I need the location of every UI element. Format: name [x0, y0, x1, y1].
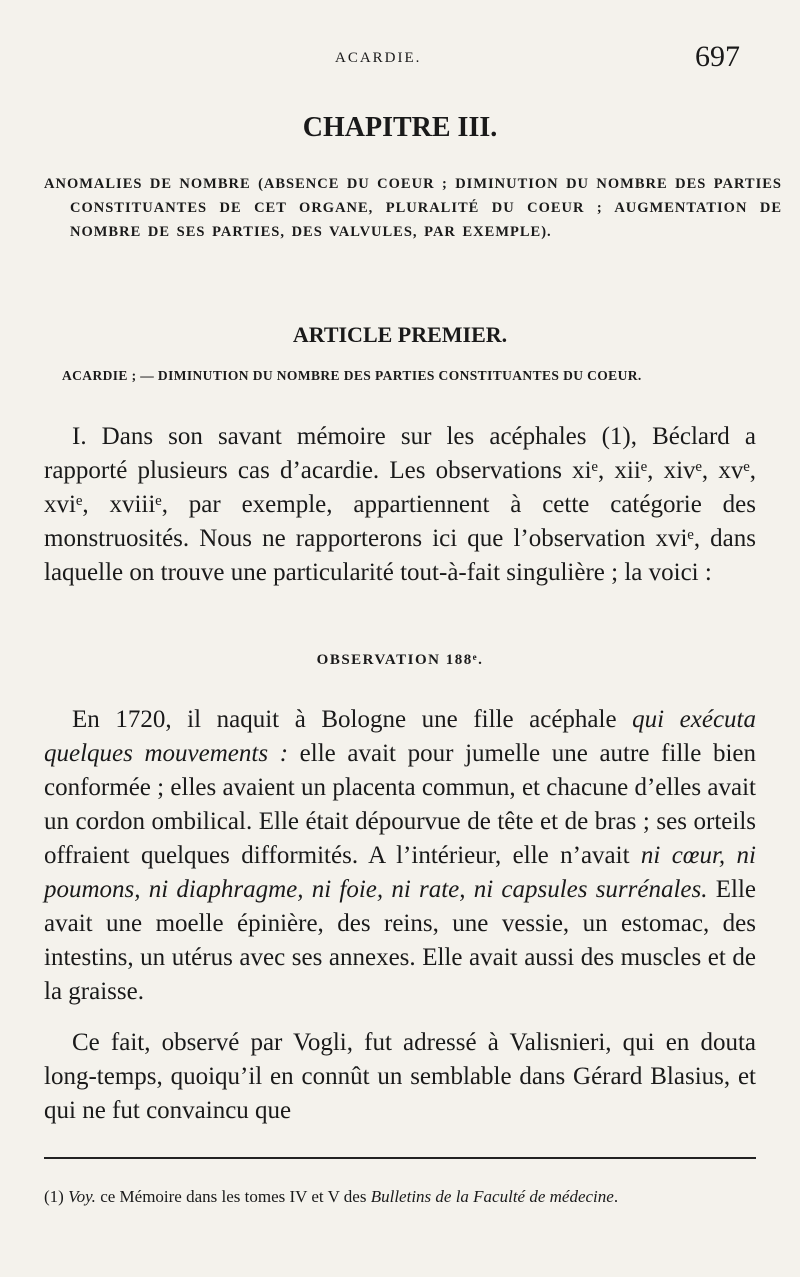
running-title: ACARDIE. — [335, 50, 422, 66]
page-number: 697 — [695, 40, 740, 73]
article-subtitle: ACARDIE ; — DIMINUTION DU NOMBRE DES PARTIES CONSTITUANTES DU COEUR. — [62, 368, 642, 383]
footnote-text-1: ce Mémoire dans les tomes IV et V des — [95, 1187, 371, 1206]
paragraph-1: I. Dans son savant mémoire sur les acéphales (1), Béclard a rapporté plusieurs cas d’acardie. Les observations xiᵉ, xiiᵉ, xivᵉ, xvᵉ, xviᵉ, xviiiᵉ, par exemple, appartiennent à cette catégorie des monstruosités. Nous ne rapporterons ici que l’observation xviᵉ, dans laquelle on trouve une particularité tout-à-fait singulière ; la voici : — [44, 423, 756, 586]
paragraph-2-text-2: elle avait pour jumelle une autre fille bien conformée ; elles avaient un placenta commun, et chacune d’elles avait un cordon ombilical. Elle était dépourvue de tête et de bras ; ses orteils offraient quelques difformités. A l’intérieur, elle n’avait — [44, 740, 756, 869]
chapter-title: CHAPITRE III. — [302, 112, 498, 143]
footnote-text-2: . — [613, 1187, 619, 1206]
paragraph-3: Ce fait, observé par Vogli, fut adressé à Valisnieri, qui en douta long-temps, quoiqu’il en connût un semblable dans Gérard Blasius, et qui ne fut convaincu que — [44, 1029, 756, 1124]
footnote-divider — [44, 1157, 756, 1159]
footnote-voy: Voy. — [68, 1187, 96, 1206]
paragraph-2 — [44, 703, 756, 1009]
chapter-summary: ANOMALIES DE NOMBRE (ABSENCE DU COEUR ; DIMINUTION DU NOMBRE DES PARTIES CONSTITUANTES DE CET ORGANE, PLURALITÉ DU COEUR ; AUGMENTATION DE NOMBRE DE SES PARTIES, DES VALVULES, PAR EXEMPLE). — [44, 176, 782, 240]
paragraph-2-text-1: En 1720, il naquit à Bologne une fille acéphale — [72, 706, 633, 733]
observation-title: OBSERVATION 188ᵉ. — [316, 652, 484, 668]
article-title: ARTICLE PREMIER. — [292, 322, 508, 347]
paragraph-2-italic-2: ni cœur, ni poumons, ni diaphragme, ni foie, ni rate, ni capsules surrénales. — [44, 842, 756, 903]
footnote-journal: Bulletins de la Faculté de médecine — [370, 1187, 614, 1206]
paragraph-2-italic-1: qui exécuta quelques mouvements : — [44, 706, 757, 767]
paragraph-2-text-3: Elle avait une moelle épinière, des reins, une vessie, un estomac, des intestins, un utérus avec ses annexes. Elle avait aussi des muscles et de la graisse. — [44, 876, 756, 1005]
footnote-marker: (1) — [44, 1187, 64, 1206]
footnote — [44, 1183, 756, 1210]
